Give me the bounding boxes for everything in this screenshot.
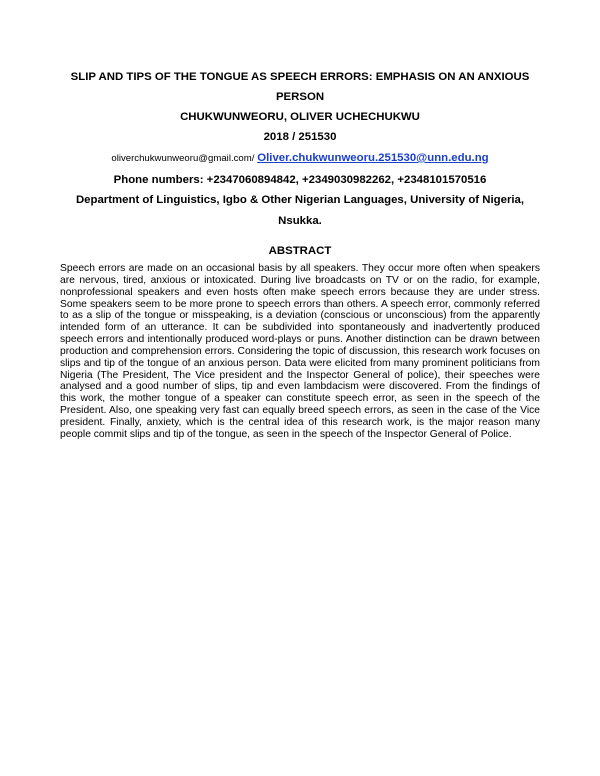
phone-numbers: Phone numbers: +2347060894842, +2349030982262, +2348101570516	[113, 174, 487, 186]
abstract-heading: ABSTRACT	[268, 245, 332, 257]
abstract-body: Speech errors are made on an occasional basis by all speakers. They occur more often when speakers are nervous, tired, anxious or intoxicated. During live broadcasts on TV or on the radio, for example, nonprofessional speakers and even hosts often make speech errors because they are under stress. Some speakers seem to be more prone to speech errors than others. A speech error, commonly referred to as a slip of the tongue or misspeaking, is a deviation (conscious or unconscious) from the apparently intended form of an utterance. It can be subdivided into spontaneously and inadvertently produced speech errors and intentionally produced word-plays or puns. Another distinction can be drawn between production and comprehension errors. Considering the topic of discussion, this research work focuses on slips and tip of the tongue of an anxious person. Data were elicited from many prominent politicians from Nigeria (The President, The Vice president and the Inspector General of police), their speeches were analysed and a good number of slips, tip and even lambdacism were discovered. From the findings of this work, the mother tongue of a speaker can constitute speech error, as seen in the speech of the President. Also, one speaking very fast can equally breed speech errors, as seen in the case of the Vice president. Finally, anxiety, which is the central idea of this research work, is the major reason many people commit slips and tip of the tongue, as seen in the speech of the Inspector General of Police.	[60, 263, 540, 440]
author-name: CHUKWUNWEORU, OLIVER UCHECHUKWU	[180, 111, 420, 123]
registration-number: 2018 / 251530	[263, 131, 337, 143]
department-affiliation: Department of Linguistics, Igbo & Other Nigerian Languages, University of Nigeria, Nsukka.	[75, 194, 525, 227]
paper-title: SLIP AND TIPS OF THE TONGUE AS SPEECH ERRORS: EMPHASIS ON AN ANXIOUS PERSON	[70, 71, 530, 103]
personal-email: oliverchukwunweoru@gmail.com/	[111, 153, 255, 164]
email-line	[58, 149, 542, 168]
institutional-email-link[interactable]: Oliver.chukwunweoru.251530@unn.edu.ng	[257, 152, 489, 164]
